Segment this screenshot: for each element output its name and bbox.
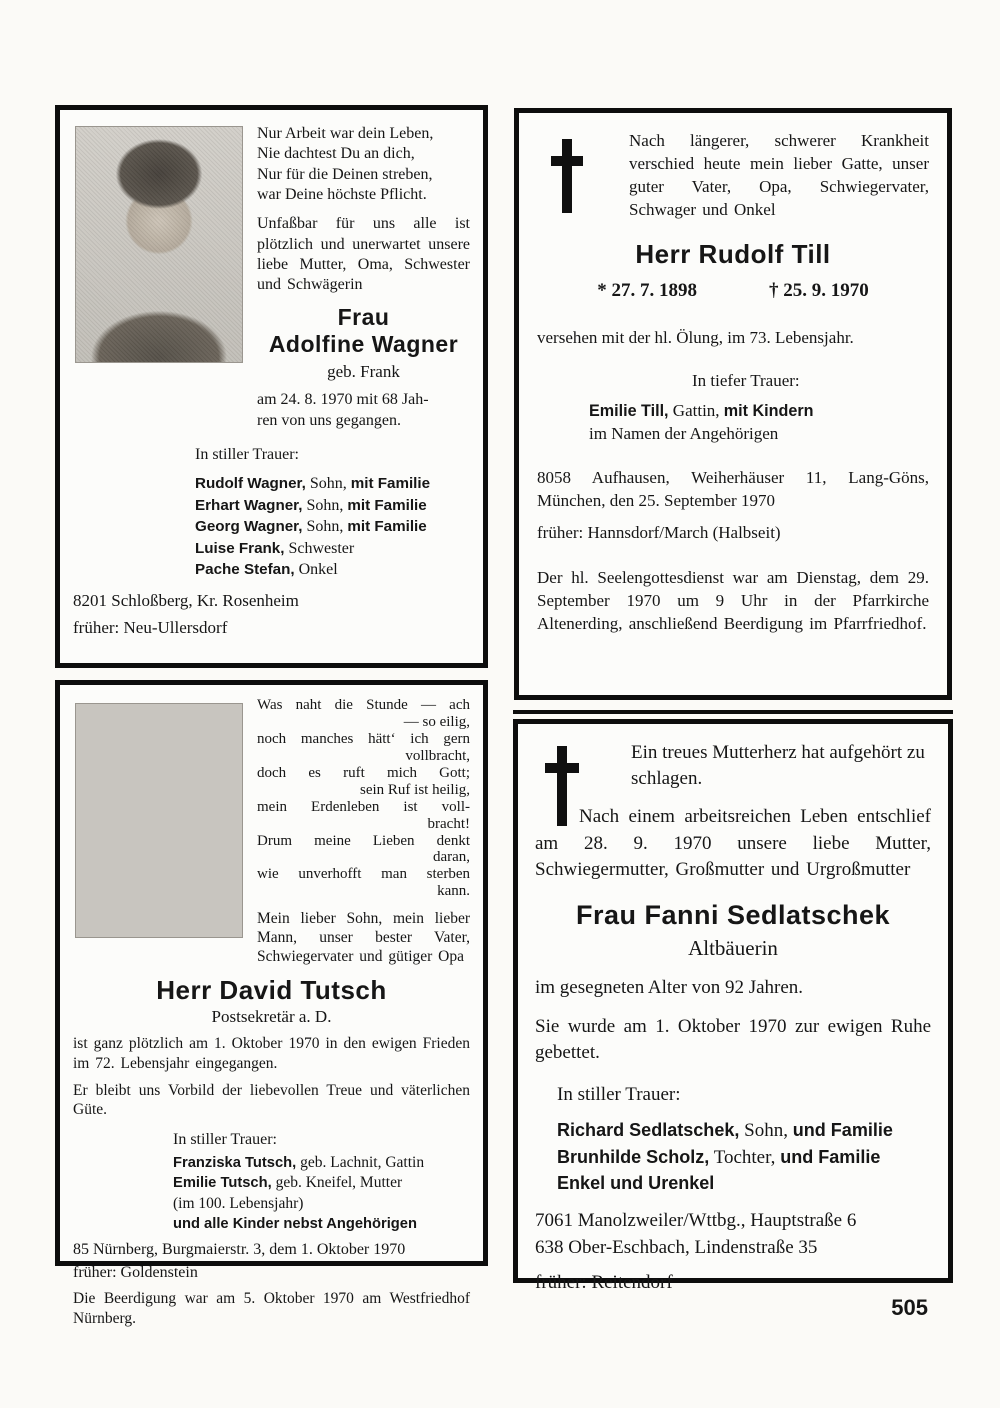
- deceased-title: Frau: [337, 303, 390, 330]
- former-residence: früher: Reitendorf: [535, 1271, 673, 1293]
- cross-icon: [545, 746, 579, 826]
- page-number: 505: [891, 1295, 928, 1320]
- life-dates: [537, 278, 929, 304]
- mourners-list: Franziska Tutsch, geb. Lachnit, Gattin Emilie Tutsch, geb. Kneifel, Mutter (im 100. Lebensjahr) und alle Kinder nebst Angehörigen: [173, 1154, 425, 1232]
- mourners-list: Richard Sedlatschek, Sohn, und Familie Brunhilde Scholz, Tochter, und Familie Enkel und Urenkel: [557, 1120, 893, 1194]
- obituary-notice-sedlatschek: [513, 719, 953, 1293]
- dedication-text: Mein lieber Sohn, mein lieber Mann, unser bester Vater, Schwiegervater und gütiger Opa: [257, 910, 470, 966]
- maiden-name: geb. Frank: [327, 361, 400, 381]
- mourners-list: Rudolf Wagner, Sohn, mit Familie Erhart Wagner, Sohn, mit Familie Georg Wagner, Sohn, mit Familie Luise Frank, Schwester Pache Stefan, Onkel: [195, 475, 431, 578]
- provision-text: versehen mit der hl. Ölung, im 73. Lebensjahr.: [537, 327, 854, 347]
- notice-intro: Unfaßbar für uns alle ist plötzlich und unerwartet unsere liebe Mutter, Oma, Schwester und Schwägerin: [257, 215, 470, 294]
- memorial-verse: Nur Arbeit war dein Leben, Nie dachtest Du an dich, Nur für die Deinen streben, war Deine höchste Pflicht.: [257, 125, 434, 203]
- deceased-name: Frau Fanni Sedlatschek: [575, 900, 891, 931]
- mourning-label: In tiefer Trauer:: [692, 370, 800, 390]
- death-date: † 25. 9. 1970: [769, 279, 869, 301]
- mourning-label: In stiller Trauer:: [195, 445, 299, 463]
- address-lines: 8201 Schloßberg, Kr. Rosenheim früher: Neu-Ullersdorf: [73, 591, 299, 637]
- address-lines: 7061 Manolzweiler/Wttbg., Hauptstraße 6 638 Ober-Eschbach, Lindenstraße 35: [535, 1209, 857, 1258]
- tribute-text: Er bleibt uns Vorbild der liebevollen Treue und väterlichen Güte.: [73, 1081, 470, 1119]
- address-lines: 8058 Aufhausen, Weiherhäuser 11, Lang-Göns, München, den 25. September 1970: [537, 467, 929, 510]
- deceased-name: Adolfine Wagner: [268, 331, 459, 358]
- mourning-label: In stiller Trauer:: [173, 1131, 277, 1149]
- mourners-list: Emilie Till, Gattin, mit Kindern im Namen der Angehörigen: [589, 400, 814, 443]
- birth-date: * 27. 7. 1898: [597, 279, 697, 301]
- deceased-name: Herr Rudolf Till: [635, 239, 831, 270]
- address-lines: 85 Nürnberg, Burgmaierstr. 3, dem 1. Oktober 1970 früher: Goldenstein: [73, 1240, 406, 1282]
- portrait-photo-wagner: [75, 126, 243, 363]
- memorial-verse: Was naht die Stunde — ach — so eilig, noch manches hätt‘ ich gern vollbracht, doch es ruft mich Gott; sein Ruf ist heilig, mein Erdenleben ist voll- bracht! Drum meine Lieben denkt daran, wie unverhofft man sterben kann.: [257, 697, 470, 900]
- notice-intro: Nach einem arbeitsreichen Leben entschlief am 28. 9. 1970 unsere liebe Mutter, Schwiegermutter, Großmutter und Urgroßmutter: [535, 806, 931, 880]
- burial-text: Die Beerdigung war am 5. Oktober 1970 am Westfriedhof Nürnberg.: [73, 1290, 470, 1327]
- passing-text: am 24. 8. 1970 mit 68 Jah- ren von uns gegangen.: [257, 391, 429, 429]
- memorial-verse: Ein treues Mutterherz hat aufgehört zu schlagen.: [631, 742, 925, 790]
- obituary-notice-wagner: [55, 105, 488, 668]
- mourning-label: In stiller Trauer:: [557, 1083, 681, 1105]
- rest-text: Sie wurde am 1. Oktober 1970 zur ewigen Ruhe gebettet.: [535, 1015, 931, 1063]
- divider-rule: [513, 710, 953, 714]
- deceased-role: Altbäuerin: [688, 936, 778, 961]
- age-text: im gesegneten Alter von 92 Jahren.: [535, 977, 804, 999]
- deceased-profession: Postsekretär a. D.: [211, 1006, 332, 1026]
- obituary-notice-till: [514, 108, 952, 700]
- cross-icon: [551, 139, 583, 213]
- service-text: Der hl. Seelengottesdienst war am Dienstag, dem 29. September 1970 um 9 Uhr in der Pfarrkirche Altenerding, anschließend Beerdigung im Pfarrfriedhof.: [537, 568, 929, 634]
- deceased-name: Herr David Tutsch: [156, 974, 387, 1005]
- notice-intro: Nach längerer, schwerer Krankheit verschied heute mein lieber Gatte, unser guter Vater, Opa, Schwiegervater, Schwager und Onkel: [629, 131, 929, 220]
- passing-text: ist ganz plötzlich am 1. Oktober 1970 in den ewigen Frieden im 72. Lebensjahr eingegangen.: [73, 1034, 470, 1072]
- portrait-photo-tutsch: [75, 703, 243, 938]
- former-residence: früher: Hannsdorf/March (Halbseit): [537, 522, 781, 542]
- obituary-notice-tutsch: [55, 680, 488, 1327]
